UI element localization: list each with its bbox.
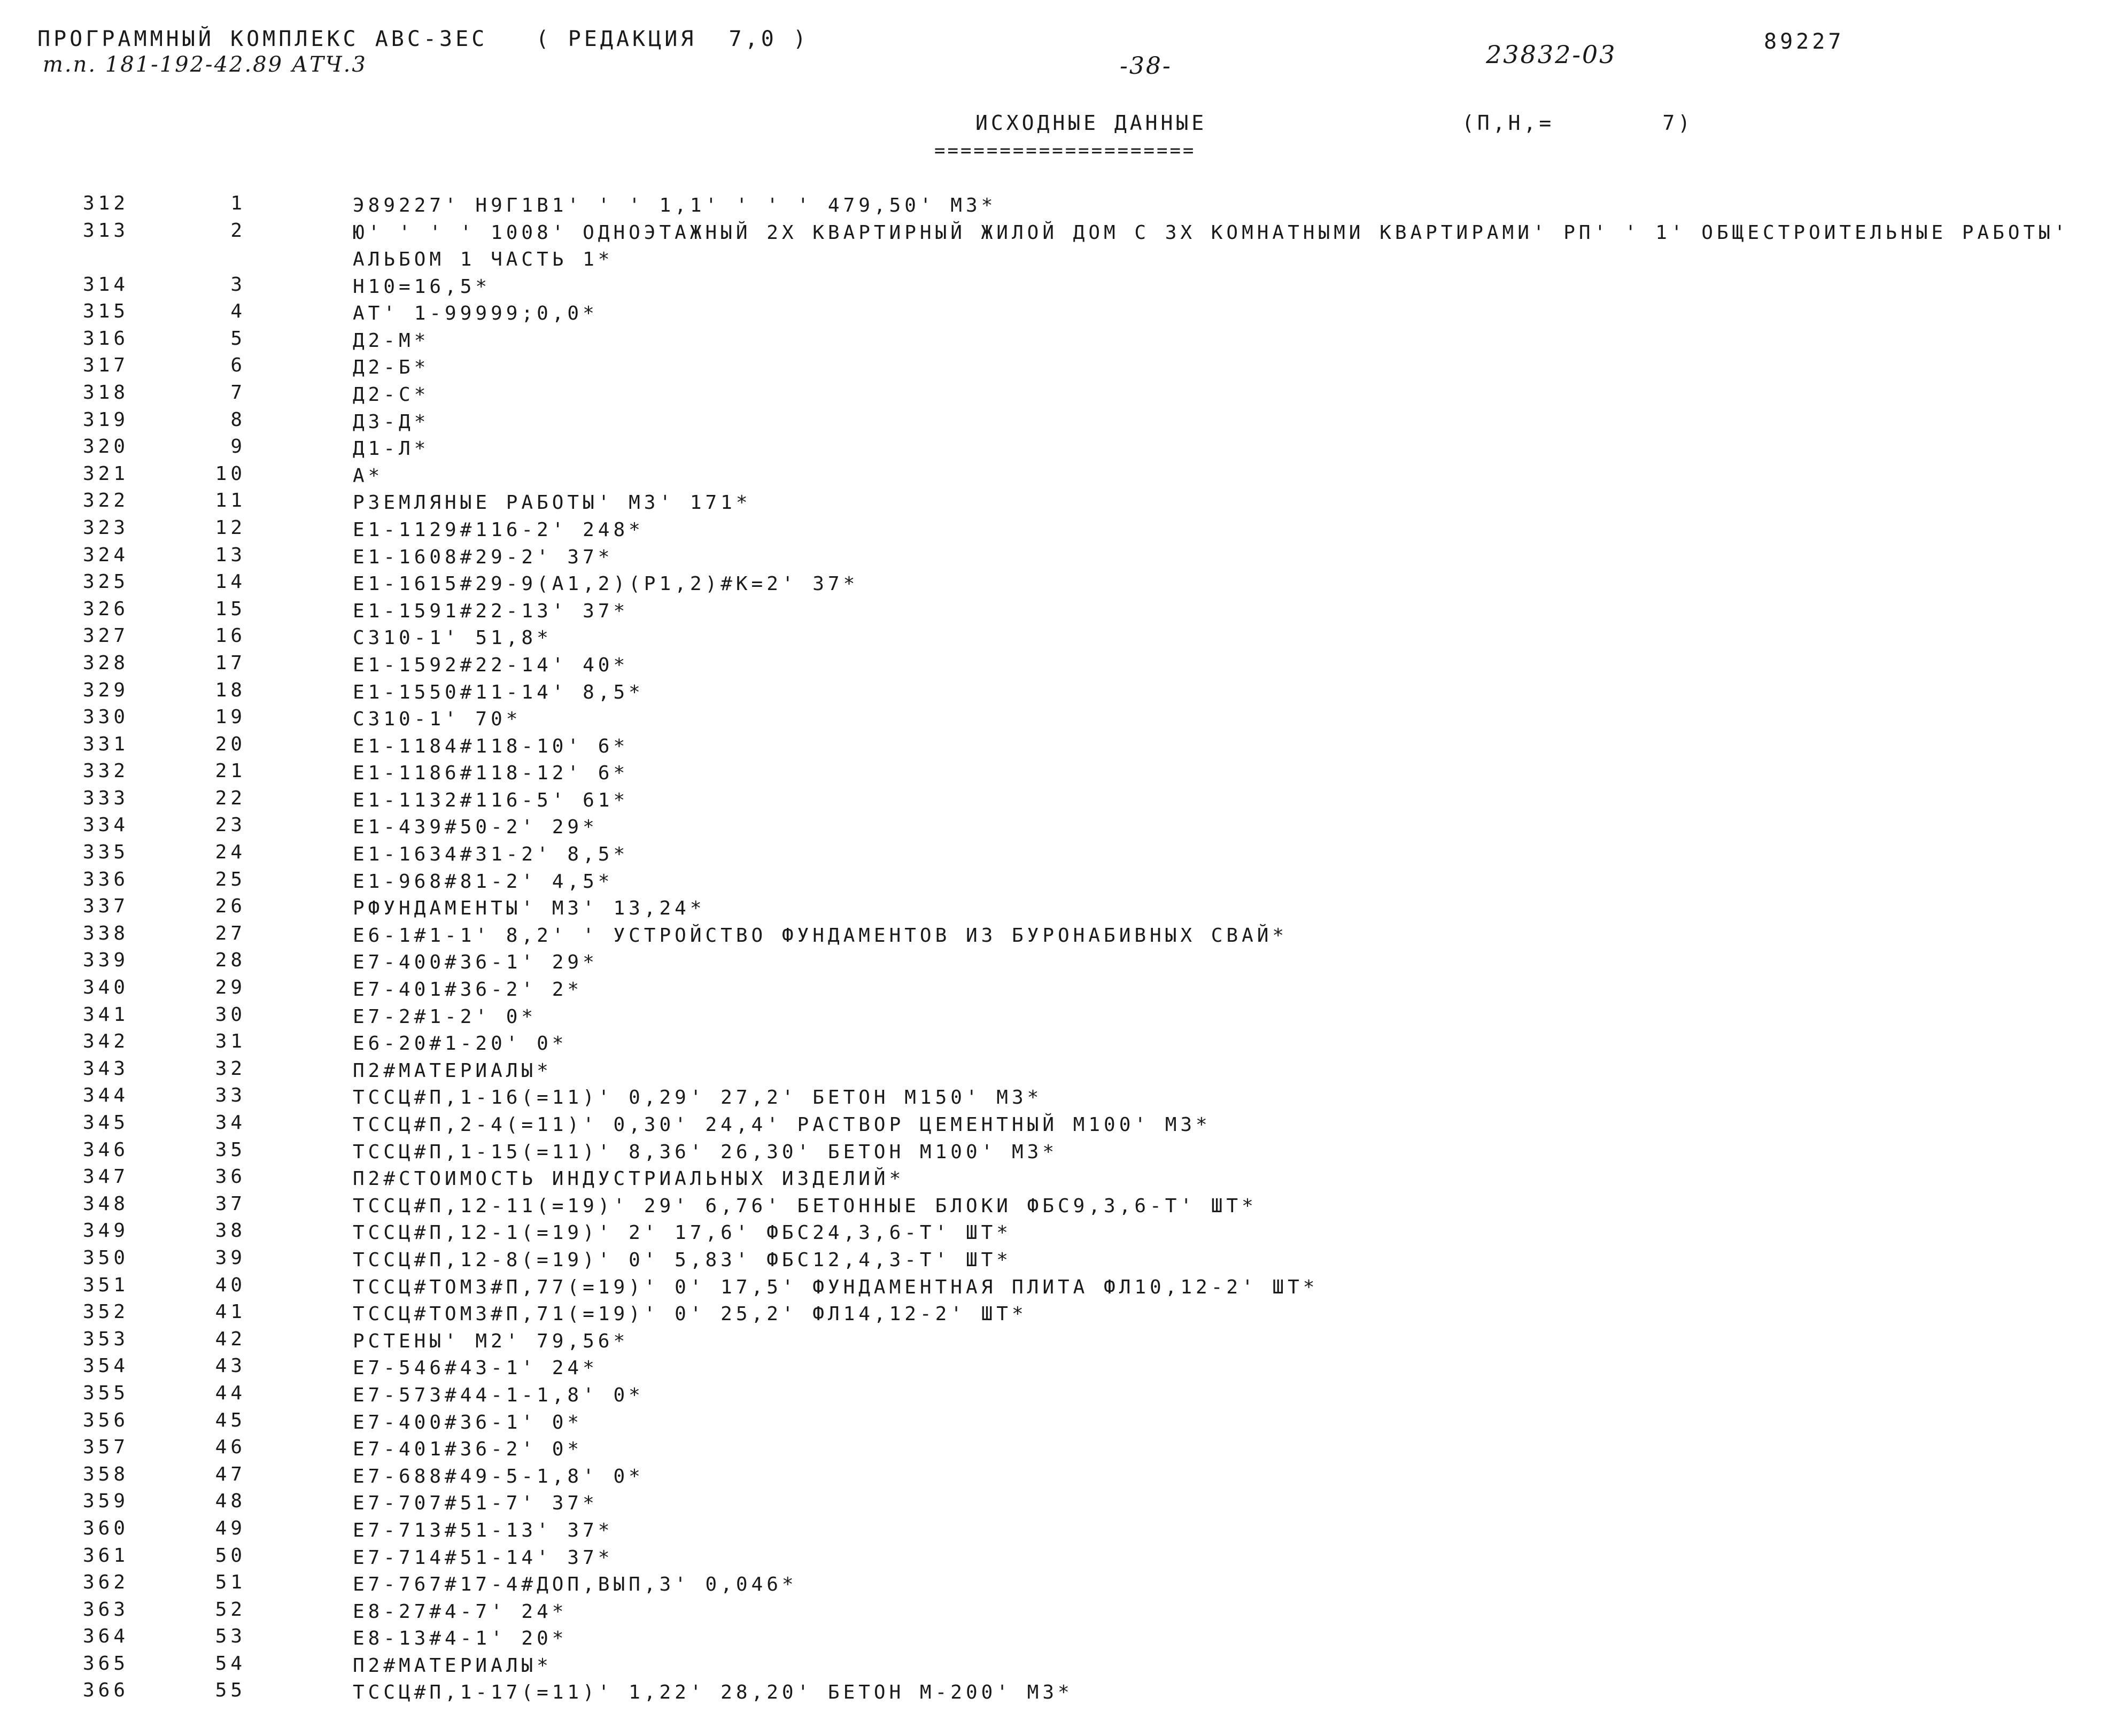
listing-row (0, 1355, 2115, 1382)
listing-row (0, 1274, 2115, 1301)
listing-row (0, 733, 2115, 761)
sequence-number: 10 (215, 462, 246, 485)
record-text: ТССЦ#П,1-16(=11)' 0,29' 27,2' БЕТОН М150' М3* (353, 1087, 1043, 1109)
line-number: 351 (83, 1274, 129, 1296)
sequence-number: 3 (230, 273, 246, 296)
record-text: РФУНДАМЕНТЫ' М3' 13,24* (353, 897, 706, 920)
listing-row (0, 274, 2115, 301)
listing-row (0, 1625, 2115, 1653)
listing-row (0, 1571, 2115, 1599)
record-text: Д2-Б* (353, 356, 430, 379)
line-number: 322 (83, 490, 129, 512)
line-number: 334 (83, 814, 129, 836)
listing-row (0, 1301, 2115, 1328)
record-text: Е1-1186#118-12' 6* (353, 762, 629, 785)
sequence-number: 1 (230, 192, 246, 214)
record-text: Е7-546#43-1' 24* (353, 1357, 598, 1380)
listing-row (0, 706, 2115, 733)
listing-row (0, 436, 2115, 463)
sequence-number: 34 (215, 1112, 246, 1134)
listing-row (0, 354, 2115, 382)
record-text: Е7-714#51-14' 37* (353, 1546, 614, 1569)
sequence-number: 20 (215, 733, 246, 755)
listing-row (0, 1653, 2115, 1680)
record-text: ТССЦ#П,2-4(=11)' 0,30' 24,4' РАСТВОР ЦЕМЕНТНЫЙ М100' М3* (353, 1114, 1211, 1136)
sequence-number: 13 (215, 544, 246, 566)
line-number: 315 (83, 300, 129, 323)
listing-row (0, 1599, 2115, 1626)
line-number: 314 (83, 273, 129, 296)
line-number: 326 (83, 598, 129, 620)
sequence-number: 5 (230, 327, 246, 350)
sequence-number: 53 (215, 1625, 246, 1648)
record-text: Е8-27#4-7' 24* (353, 1600, 568, 1623)
sequence-number: 25 (215, 868, 246, 890)
line-number: 344 (83, 1084, 129, 1107)
line-number: 336 (83, 868, 129, 890)
line-number: 338 (83, 922, 129, 944)
sequence-number: 54 (215, 1652, 246, 1675)
record-text: ТССЦ#ТОМ3#П,71(=19)' 0' 25,2' ФЛ14,12-2' ШТ* (353, 1303, 1027, 1326)
line-number: 346 (83, 1138, 129, 1161)
sequence-number: 7 (230, 381, 246, 404)
listing-row (0, 1382, 2115, 1409)
sequence-number: 19 (215, 706, 246, 728)
listing-row (0, 1490, 2115, 1517)
listing-row (0, 1545, 2115, 1572)
record-text: ТССЦ#П,12-11(=19)' 29' 6,76' БЕТОННЫЕ БЛОКИ ФБС9,3,6-Т' ШТ* (353, 1195, 1257, 1217)
record-text: Е7-573#44-1-1,8' 0* (353, 1384, 644, 1406)
line-number: 337 (83, 895, 129, 918)
listing-row (0, 517, 2115, 544)
line-number: 332 (83, 760, 129, 782)
record-text: Е7-401#36-2' 0* (353, 1438, 583, 1461)
sequence-number: 4 (230, 300, 246, 323)
line-number: 333 (83, 787, 129, 809)
sequence-number: 24 (215, 841, 246, 864)
record-text: ТССЦ#П,12-8(=19)' 0' 5,83' ФБС12,4,3-Т' ШТ* (353, 1249, 1012, 1271)
record-text: ТССЦ#П,1-15(=11)' 8,36' 26,30' БЕТОН М100' М3* (353, 1141, 1058, 1163)
listing-row (0, 1193, 2115, 1220)
record-text: Е1-1184#118-10' 6* (353, 735, 629, 757)
listing-row (0, 300, 2115, 328)
line-number: 347 (83, 1166, 129, 1188)
line-number: 343 (83, 1057, 129, 1080)
listing-row (0, 814, 2115, 841)
sequence-number: 30 (215, 1003, 246, 1026)
line-number: 361 (83, 1544, 129, 1567)
sequence-number: 2 (230, 219, 246, 242)
sequence-number: 26 (215, 895, 246, 918)
line-number: 329 (83, 679, 129, 701)
sequence-number: 6 (230, 354, 246, 377)
sequence-number: 43 (215, 1355, 246, 1377)
sequence-number: 38 (215, 1220, 246, 1242)
record-text: Е1-1591#22-13' 37* (353, 600, 629, 622)
sequence-number: 9 (230, 436, 246, 458)
line-number: 320 (83, 436, 129, 458)
record-text: ТССЦ#ТОМ3#П,77(=19)' 0' 17,5' ФУНДАМЕНТНАЯ ПЛИТА ФЛ10,12-2' ШТ* (353, 1276, 1319, 1298)
listing-row (0, 463, 2115, 490)
sequence-number: 44 (215, 1382, 246, 1404)
line-number: 340 (83, 976, 129, 999)
record-text: ТССЦ#П,1-17(=11)' 1,22' 28,20' БЕТОН М-200' М3* (353, 1681, 1073, 1704)
sequence-number: 45 (215, 1409, 246, 1431)
record-text: Е7-707#51-7' 37* (353, 1492, 598, 1515)
record-text: Е1-1608#29-2' 37* (353, 546, 614, 568)
sequence-number: 48 (215, 1490, 246, 1513)
line-number: 330 (83, 706, 129, 728)
document-number: 23832-03 (1486, 40, 1617, 69)
record-text: Е1-439#50-2' 29* (353, 816, 598, 839)
listing-row (0, 760, 2115, 787)
listing-row (0, 571, 2115, 598)
record-text: С310-1' 70* (353, 708, 522, 731)
record-text: Е1-1129#116-2' 248* (353, 518, 644, 541)
listing-row (0, 625, 2115, 652)
sequence-number: 47 (215, 1463, 246, 1485)
record-text: Е1-968#81-2' 4,5* (353, 870, 614, 893)
listing-row (0, 1030, 2115, 1058)
sequence-number: 49 (215, 1517, 246, 1539)
line-number: 357 (83, 1436, 129, 1459)
listing-row (0, 976, 2115, 1004)
page-number: -38- (1120, 52, 1172, 80)
section-title: ИСХОДНЫЕ ДАННЫЕ (975, 111, 1207, 135)
line-number: 358 (83, 1463, 129, 1485)
listing-row (0, 328, 2115, 355)
line-number: 323 (83, 516, 129, 539)
line-number: 348 (83, 1192, 129, 1215)
record-text: Е1-1615#29-9(А1,2)(Р1,2)#К=2' 37* (353, 573, 859, 595)
sequence-number: 8 (230, 408, 246, 431)
sequence-number: 36 (215, 1166, 246, 1188)
line-number: 331 (83, 733, 129, 755)
pn-label: (П,Н,= 7) (1462, 111, 1694, 135)
line-number: 321 (83, 462, 129, 485)
sequence-number: 22 (215, 787, 246, 809)
sequence-number: 29 (215, 976, 246, 999)
record-text: Д2-М* (353, 329, 430, 352)
line-number: 342 (83, 1030, 129, 1053)
sequence-number: 52 (215, 1598, 246, 1621)
record-text: ТССЦ#П,12-1(=19)' 2' 17,6' ФБС24,3,6-Т' ШТ* (353, 1222, 1012, 1244)
sequence-number: 15 (215, 598, 246, 620)
line-number: 363 (83, 1598, 129, 1621)
record-text: Е6-20#1-20' 0* (353, 1033, 568, 1055)
sequence-number: 27 (215, 922, 246, 944)
listing-row (0, 1436, 2115, 1463)
sequence-number: 55 (215, 1679, 246, 1702)
record-text: Н10=16,5* (353, 275, 491, 298)
line-number: 319 (83, 408, 129, 431)
record-text: РЗЕМЛЯНЫЕ РАБОТЫ' М3' 171* (353, 492, 752, 514)
record-text: П2#СТОИМОСТЬ ИНДУСТРИАЛЬНЫХ ИЗДЕЛИЙ* (353, 1168, 905, 1190)
sequence-number: 40 (215, 1274, 246, 1296)
record-text: Э89227' Н9Г1В1' ' ' 1,1' ' ' ' 479,50' М3* (353, 195, 997, 216)
sequence-number: 33 (215, 1084, 246, 1107)
listing-row (0, 841, 2115, 869)
record-text: Е7-2#1-2' 0* (353, 1005, 537, 1028)
line-number: 359 (83, 1490, 129, 1513)
line-number: 317 (83, 354, 129, 377)
listing-row (0, 679, 2115, 707)
record-text: Е8-13#4-1' 20* (353, 1627, 568, 1650)
listing-row (0, 787, 2115, 815)
line-number: 341 (83, 1003, 129, 1026)
handwritten-reference: т.п. 181-192-42.89 АТЧ.3 (43, 52, 367, 77)
record-text: Е1-1592#22-14' 40* (353, 654, 629, 676)
sequence-number: 42 (215, 1328, 246, 1350)
record-text: Е7-400#36-1' 0* (353, 1411, 583, 1433)
sequence-number: 31 (215, 1030, 246, 1053)
line-number: 349 (83, 1220, 129, 1242)
data-listing (0, 192, 2115, 1707)
record-text: Д3-Д* (353, 410, 430, 433)
listing-row (0, 652, 2115, 679)
record-text: Е1-1132#116-5' 61* (353, 789, 629, 811)
line-number: 356 (83, 1409, 129, 1431)
line-number: 339 (83, 949, 129, 972)
line-number: 316 (83, 327, 129, 350)
record-text: П2#МАТЕРИАЛЫ* (353, 1654, 552, 1677)
listing-row (0, 598, 2115, 625)
line-number: 350 (83, 1246, 129, 1269)
line-number: 366 (83, 1679, 129, 1702)
record-text: Д2-С* (353, 383, 430, 406)
record-text: Е7-713#51-13' 37* (353, 1519, 614, 1541)
line-number: 353 (83, 1328, 129, 1350)
sequence-number: 21 (215, 760, 246, 782)
listing-row (0, 1166, 2115, 1193)
listing-row (0, 1517, 2115, 1545)
sequence-number: 37 (215, 1192, 246, 1215)
line-number: 352 (83, 1301, 129, 1323)
sequence-number: 35 (215, 1138, 246, 1161)
sequence-number: 51 (215, 1571, 246, 1594)
listing-row (0, 949, 2115, 976)
record-text: Д1-Л* (353, 438, 430, 460)
line-number: 362 (83, 1571, 129, 1594)
line-number: 327 (83, 625, 129, 647)
listing-row (0, 1409, 2115, 1437)
record-text: С310-1' 51,8* (353, 627, 552, 649)
listing-row (0, 1463, 2115, 1491)
sequence-number: 18 (215, 679, 246, 701)
record-text: Е6-1#1-1' 8,2' ' УСТРОЙСТВО ФУНДАМЕНТОВ ИЗ БУРОНАБИВНЫХ СВАЙ* (353, 924, 1288, 947)
line-number: 328 (83, 652, 129, 674)
line-number: 355 (83, 1382, 129, 1404)
program-title: ПРОГРАММНЫЙ КОМПЛЕКС АВС-3ЕС ( РЕДАКЦИЯ 7,0 ) (37, 27, 809, 51)
sequence-number: 39 (215, 1246, 246, 1269)
line-number: 318 (83, 381, 129, 404)
record-text: АТ' 1-99999;0,0* (353, 303, 598, 325)
sequence-number: 32 (215, 1057, 246, 1080)
line-number: 325 (83, 571, 129, 593)
listing-row (0, 1139, 2115, 1166)
listing-row (0, 1328, 2115, 1355)
line-number: 365 (83, 1652, 129, 1675)
listing-row (0, 1058, 2115, 1085)
listing-row (0, 544, 2115, 571)
line-number: 313 (83, 219, 129, 242)
sequence-number: 46 (215, 1436, 246, 1459)
sequence-number: 16 (215, 625, 246, 647)
sequence-number: 50 (215, 1544, 246, 1567)
listing-row (0, 1084, 2115, 1112)
record-text: Е7-688#49-5-1,8' 0* (353, 1465, 644, 1487)
listing-row (0, 1004, 2115, 1031)
listing-row (0, 895, 2115, 923)
listing-row (0, 1679, 2115, 1707)
sequence-number: 14 (215, 571, 246, 593)
line-number: 324 (83, 544, 129, 566)
listing-row (0, 490, 2115, 517)
sequence-number: 17 (215, 652, 246, 674)
section-underline: ==================== (934, 140, 1196, 161)
listing-row (0, 1247, 2115, 1274)
record-text: Е7-767#17-4#ДОП,ВЫП,3' 0,046* (353, 1574, 797, 1596)
listing-row (0, 869, 2115, 896)
listing-row (0, 1220, 2115, 1247)
listing-row (0, 923, 2115, 950)
record-text: Е1-1634#31-2' 8,5* (353, 843, 629, 866)
listing-row (0, 220, 2115, 274)
record-text: Е1-1550#11-14' 8,5* (353, 681, 644, 703)
record-text: Е7-400#36-1' 29* (353, 951, 598, 974)
listing-row (0, 382, 2115, 409)
line-number: 360 (83, 1517, 129, 1539)
sequence-number: 11 (215, 490, 246, 512)
listing-row (0, 192, 2115, 220)
record-text: Ю' ' ' ' 1008' ОДНОЭТАЖНЫЙ 2Х КВАРТИРНЫЙ ЖИЛОЙ ДОМ С 3Х КОМНАТНЫМИ КВАРТИРАМИ' РП' ' 1' ОБЩЕСТРОИТЕЛЬНЫЕ РАБОТЫ' АЛЬБОМ 1 ЧАСТЬ 1* (353, 221, 2070, 271)
line-number: 345 (83, 1112, 129, 1134)
record-text: А* (353, 464, 384, 487)
record-text: П2#МАТЕРИАЛЫ* (353, 1059, 552, 1082)
record-text: Е7-401#36-2' 2* (353, 979, 583, 1001)
sequence-number: 41 (215, 1301, 246, 1323)
sequence-number: 12 (215, 516, 246, 539)
line-number: 364 (83, 1625, 129, 1648)
line-number: 312 (83, 192, 129, 214)
job-number: 89227 (1764, 29, 1845, 54)
line-number: 335 (83, 841, 129, 864)
listing-row (0, 409, 2115, 436)
sequence-number: 28 (215, 949, 246, 972)
sequence-number: 23 (215, 814, 246, 836)
record-text: РСТЕНЫ' М2' 79,56* (353, 1330, 629, 1352)
listing-row (0, 1112, 2115, 1139)
line-number: 354 (83, 1355, 129, 1377)
